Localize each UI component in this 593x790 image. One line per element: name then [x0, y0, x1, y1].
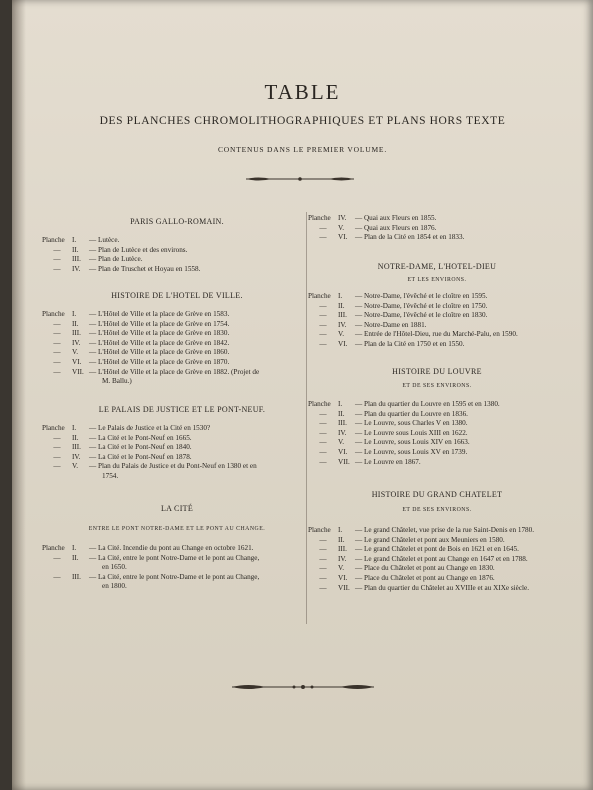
list-item: [42, 265, 200, 274]
plate-label: Planche: [308, 400, 331, 408]
plate-number: I.: [338, 292, 343, 300]
plate-number: III.: [72, 329, 81, 338]
list-item: [42, 329, 229, 338]
plate-label: Planche: [42, 310, 65, 318]
plate-description: — L'Hôtel de Ville et la place de Grève en 1882. (Projet de: [89, 367, 260, 376]
list-item: [308, 224, 436, 233]
plate-description: — Plan du quartier du Louvre en 1595 et en 1380.: [355, 400, 500, 408]
plate-label: —: [319, 419, 327, 428]
plate-description: — Plan de Lutèce et des environs.: [89, 245, 188, 254]
plate-description: — Le Palais de Justice et la Cité en 1530?: [89, 424, 211, 432]
list-item: [42, 582, 127, 591]
list-item: [42, 573, 259, 582]
plate-description: — Le grand Châtelet et pont au Change en 1647 et en 1788.: [355, 554, 528, 563]
plate-number: II.: [72, 433, 79, 442]
volume-note: CONTENUS DANS LE PREMIER VOLUME.: [217, 145, 387, 154]
plate-number: II.: [72, 553, 79, 562]
plate-label: Planche: [308, 292, 331, 300]
plate-number: I.: [72, 424, 77, 432]
plate-number: III.: [72, 572, 81, 581]
list-item: [308, 419, 468, 428]
plate-number: IV.: [338, 428, 347, 437]
plate-number: VII.: [72, 367, 84, 376]
list-item: [42, 348, 229, 357]
plate-description: — Quai aux Fleurs en 1855.: [355, 214, 437, 222]
list-item: [42, 246, 187, 255]
plate-number: V.: [72, 462, 79, 471]
list-item: [42, 255, 143, 264]
plate-label: Planche: [308, 214, 331, 222]
plate-number: IV.: [338, 554, 347, 563]
list-item: [308, 536, 505, 545]
plate-label: —: [319, 233, 327, 242]
plate-label: —: [319, 545, 327, 554]
plate-label: —: [319, 574, 327, 582]
plate-label: —: [53, 443, 61, 452]
plate-description: — L'Hôtel de Ville et la place de Grève en 1830.: [89, 329, 230, 338]
section-subtitle-la-cite: ENTRE LE PONT NOTRE-DAME ET LE PONT AU CHANGE.: [88, 526, 266, 532]
plate-label: —: [53, 245, 61, 254]
plate-description: — Plan de la Cité en 1750 et en 1550.: [355, 340, 465, 348]
list-item: [308, 526, 534, 535]
list-item: [308, 438, 470, 447]
plate-number: IV.: [338, 320, 347, 329]
plate-number: IV.: [72, 338, 81, 347]
plate-description: — La Cité et le Pont-Neuf en 1878.: [89, 452, 192, 461]
plate-description: 1754.: [102, 472, 119, 480]
plate-number: VII.: [338, 457, 350, 466]
plate-description: — La Cité, entre le pont Notre-Dame et le pont au Change,: [89, 572, 260, 581]
list-item: [308, 555, 528, 564]
plate-label: —: [319, 311, 327, 320]
list-item: [42, 339, 229, 348]
list-item: [308, 458, 421, 467]
plate-description: — Notre-Dame, l'évêché et le cloître en 1595.: [355, 292, 488, 300]
plate-description: — Quai aux Fleurs en 1876.: [355, 223, 437, 232]
list-item: [42, 320, 229, 329]
list-item: [308, 448, 467, 457]
plate-description: — Le grand Châtelet, vue prise de la rue Saint-Denis en 1780.: [355, 526, 535, 534]
plate-description: — Le Louvre, sous Louis XV en 1739.: [355, 448, 468, 456]
plate-number: IV.: [338, 214, 347, 222]
plate-label: —: [319, 320, 327, 329]
plate-label: —: [319, 301, 327, 310]
plate-number: I.: [72, 544, 77, 552]
list-item: [42, 424, 210, 433]
plate-label: —: [53, 367, 61, 376]
plate-number: VII.: [338, 583, 350, 592]
plate-label: —: [319, 438, 327, 447]
plate-label: —: [319, 223, 327, 232]
plate-label: —: [53, 433, 61, 442]
plate-description: M. Ballu.): [102, 377, 132, 386]
bottom-ornament-icon: [230, 682, 376, 692]
plate-number: I.: [338, 400, 343, 408]
plate-label: —: [53, 572, 61, 581]
plate-label: —: [53, 264, 61, 273]
plate-label: Planche: [42, 236, 65, 244]
plate-label: —: [319, 340, 327, 348]
section-title-notre-dame: NOTRE-DAME, L'HOTEL-DIEU: [377, 262, 497, 271]
plate-description: — Plan de Lutèce.: [89, 255, 143, 264]
plate-number: IV.: [72, 452, 81, 461]
section-subtitle-louvre: ET DE SES ENVIRONS.: [402, 383, 472, 389]
plate-number: II.: [72, 319, 79, 328]
plate-number: II.: [72, 245, 79, 254]
plate-description: — Lutèce.: [89, 236, 120, 244]
list-item: [308, 321, 426, 330]
plate-label: —: [319, 330, 327, 339]
plate-number: III.: [72, 443, 81, 452]
plate-number: V.: [338, 564, 345, 573]
list-item: [42, 554, 259, 563]
plate-description: — Notre-Dame, l'évêché et le cloître en 1830.: [355, 311, 488, 320]
plate-label: —: [53, 348, 61, 357]
plate-label: —: [319, 428, 327, 437]
plate-number: I.: [72, 310, 77, 318]
section-title-grand-chatelet: HISTOIRE DU GRAND CHATELET: [371, 490, 503, 499]
section-subtitle-grand-chatelet: ET DE SES ENVIRONS.: [402, 507, 472, 513]
plate-description: — Place du Châtelet et pont au Change en 1876.: [355, 574, 495, 582]
plate-description: — L'Hôtel de Ville et la place de Grève en 1860.: [89, 348, 230, 357]
list-item: [308, 545, 519, 554]
page-title: TABLE: [264, 80, 341, 104]
plate-label: Planche: [42, 544, 65, 552]
plate-description: — La Cité, entre le pont Notre-Dame et le pont au Change,: [89, 553, 260, 562]
plate-label: —: [319, 409, 327, 418]
plate-number: VI.: [338, 574, 348, 582]
list-item: [308, 340, 464, 349]
plate-description: — Le grand Châtelet et pont de Bois en 1621 et en 1645.: [355, 545, 519, 554]
plate-label: —: [319, 448, 327, 456]
list-item: [308, 574, 495, 583]
plate-number: IV.: [72, 264, 81, 273]
list-item: [42, 368, 259, 377]
plate-number: I.: [72, 236, 77, 244]
plate-label: —: [53, 255, 61, 264]
plate-description: — L'Hôtel de Ville et la place de Grève en 1870.: [89, 358, 230, 366]
plate-number: VI.: [72, 358, 82, 366]
plate-description: — Plan du Palais de Justice et du Pont-Neuf en 1380 et en: [89, 462, 257, 471]
plate-label: —: [319, 457, 327, 466]
list-item: [42, 443, 192, 452]
list-item: [42, 472, 118, 481]
plate-description: — La Cité et le Pont-Neuf en 1665.: [89, 433, 192, 442]
list-item: [42, 462, 257, 471]
plate-label: —: [319, 583, 327, 592]
plate-label: —: [53, 329, 61, 338]
list-item: [308, 330, 518, 339]
plate-label: —: [319, 535, 327, 544]
plate-number: V.: [338, 330, 345, 339]
list-item: [308, 214, 436, 223]
plate-description: — Plan de Truschet et Hoyau en 1558.: [89, 264, 201, 273]
plate-label: —: [53, 358, 61, 366]
list-item: [308, 429, 468, 438]
plate-description: — Le Louvre en 1867.: [355, 457, 421, 466]
plate-label: —: [53, 553, 61, 562]
plate-description: — La Cité. Incendie du pont au Change en octobre 1621.: [89, 544, 254, 552]
plate-description: — Plan de la Cité en 1854 et en 1833.: [355, 233, 465, 242]
page-subtitle: DES PLANCHES CHROMOLITHOGRAPHIQUES ET PLANS HORS TEXTE: [99, 115, 506, 127]
list-item: [308, 400, 500, 409]
plate-label: —: [53, 452, 61, 461]
plate-number: III.: [338, 545, 347, 554]
plate-description: — Entrée de l'Hôtel-Dieu, rue du Marché-Palu, en 1590.: [355, 330, 518, 339]
plate-description: — Place du Châtelet et pont au Change en 1830.: [355, 564, 495, 573]
section-title-louvre: HISTOIRE DU LOUVRE: [392, 367, 482, 376]
plate-description: — Notre-Dame en 1881.: [355, 320, 427, 329]
plate-number: III.: [338, 419, 347, 428]
section-title-gallo-romain: PARIS GALLO-ROMAIN.: [130, 217, 224, 226]
list-item: [42, 434, 192, 443]
list-item: [308, 564, 495, 573]
plate-description: — L'Hôtel de Ville et la place de Grève en 1842.: [89, 338, 230, 347]
plate-description: — La Cité et le Pont-Neuf en 1840.: [89, 443, 192, 452]
plate-label: Planche: [308, 526, 331, 534]
list-item: [42, 563, 127, 572]
plate-description: — Notre-Dame, l'évêché et le cloître en 1750.: [355, 301, 488, 310]
plate-number: VI.: [338, 233, 348, 242]
plate-number: II.: [338, 535, 345, 544]
plate-description: — L'Hôtel de Ville et la place de Grève en 1583.: [89, 310, 230, 318]
list-item: [42, 236, 119, 245]
list-item: [42, 544, 253, 553]
plate-description: — Le Louvre sous Louis XIII en 1622.: [355, 428, 468, 437]
plate-number: I.: [338, 526, 343, 534]
plate-description: — Le grand Châtelet et pont aux Meuniers en 1580.: [355, 535, 505, 544]
list-item: [308, 233, 464, 242]
list-item: [308, 584, 529, 593]
plate-number: III.: [72, 255, 81, 264]
plate-number: II.: [338, 301, 345, 310]
plate-description: — L'Hôtel de Ville et la place de Grève en 1754.: [89, 319, 230, 328]
plate-description: — Le Louvre, sous Louis XIV en 1663.: [355, 438, 470, 447]
plate-label: Planche: [42, 424, 65, 432]
plate-label: —: [53, 338, 61, 347]
plate-number: VI.: [338, 448, 348, 456]
list-item: [308, 410, 468, 419]
list-item: [308, 292, 487, 301]
section-title-palais-de-justice: LE PALAIS DE JUSTICE ET LE PONT-NEUF.: [98, 405, 266, 414]
plate-number: V.: [338, 438, 345, 447]
plate-number: VI.: [338, 340, 348, 348]
plate-description: — Plan du quartier du Châtelet au XVIIIe et au XIXe siècle.: [355, 583, 530, 592]
section-title-la-cite: LA CITÉ: [160, 504, 194, 513]
plate-description: — Le Louvre, sous Charles V en 1380.: [355, 419, 468, 428]
top-ornament-icon: [244, 174, 356, 184]
plate-description: en 1650.: [102, 563, 127, 572]
plate-number: V.: [72, 348, 79, 357]
plate-description: — Plan du quartier du Louvre en 1836.: [355, 409, 468, 418]
column-divider: [306, 212, 307, 624]
section-subtitle-notre-dame: ET LES ENVIRONS.: [407, 277, 467, 283]
plate-description: en 1800.: [102, 582, 127, 591]
plate-label: —: [53, 319, 61, 328]
list-item: [42, 310, 229, 319]
list-item: [42, 358, 229, 367]
plate-label: —: [319, 554, 327, 563]
plate-label: —: [319, 564, 327, 573]
plate-number: II.: [338, 409, 345, 418]
list-item: [308, 302, 487, 311]
plate-number: III.: [338, 311, 347, 320]
book-page: [12, 0, 593, 790]
plate-number: V.: [338, 223, 345, 232]
list-item: [308, 311, 487, 320]
list-item: [42, 377, 132, 386]
plate-label: —: [53, 462, 61, 471]
list-item: [42, 453, 192, 462]
section-title-hotel-de-ville: HISTOIRE DE L'HOTEL DE VILLE.: [111, 291, 243, 300]
